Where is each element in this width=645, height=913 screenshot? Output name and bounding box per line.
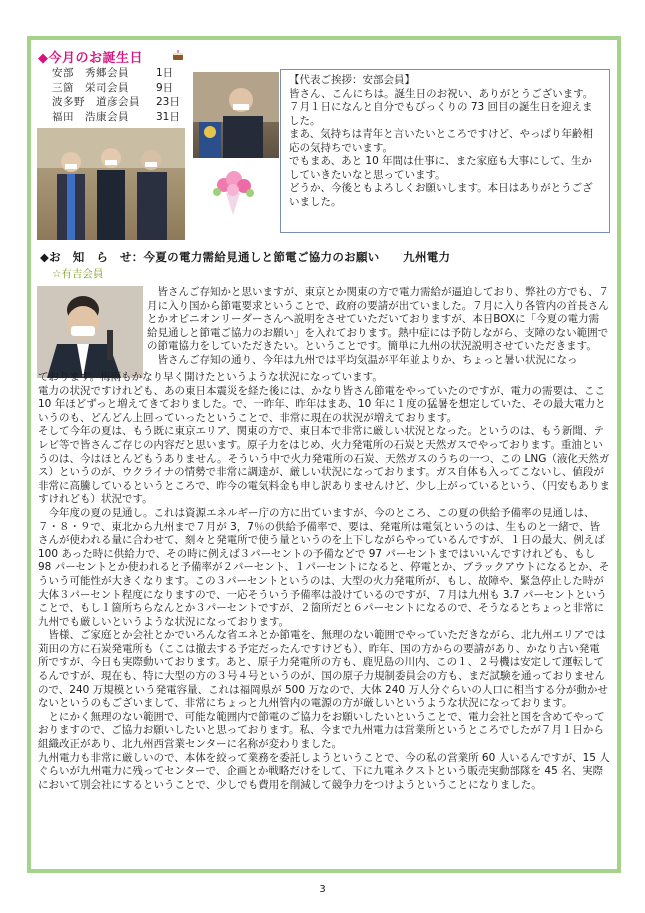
paragraph: 九州電力も非常に厳しいので、本体を絞って業務を委託しようということで、今の私の営業所 60 人いるんですが、15 人ぐらいが九州電力に残ってセンターで、企画とか戦略だけをして、下に九電ネクストという販売実動部隊を 45 名、実際において別会社にするということで、少しでも費用を削減して競争力をつけようということになりました。 <box>38 751 610 791</box>
speaker-photo-abe <box>193 72 279 158</box>
birthday-list <box>52 66 196 124</box>
birthday-date: 31日 <box>156 110 180 123</box>
greeting-box <box>280 69 610 233</box>
member-name: 三箇 栄司会員 <box>52 81 129 94</box>
bouquet-icon <box>202 165 264 217</box>
birthday-row <box>52 110 196 125</box>
paragraph: 皆様、ご家庭とか会社とかでいろんな省エネとか節電を、無理のない範囲でやっていただきながら、北九州エリアでは苅田の方に石炭発電所も（ここは撤去する予定だったんですけども）、昨年、国の方からの要請があり、かなり古い発電所ですが、今日も実際動いております。あと、原子力発電所の方も、鹿児島の川内、この１、２号機は安定して運転してるんですが、現在も、特に大型の方の３号４号というのが、国の原子力規制委員会の方も、まだ試験を通っておりませんので、240 万規模という発電容量、これは福岡県が 500 万なので、大体 240 万人分ぐらいの人口に相当する分が動かせないというのもございまして、非常にちょっと九州管内の電源の方が厳しいというような状況になっております。 <box>38 629 608 710</box>
birthday-date: 1日 <box>156 67 174 79</box>
greeting-line: でもまあ、あと 10 年間は仕事に、また家庭も大事にして、生かしていきたいなと思っています。 <box>289 155 592 181</box>
birthday-row <box>52 95 196 110</box>
member-name: 波多野 道彦会員 <box>52 96 140 108</box>
greeting-line: まあ、気持ちは青年と言いたいところですけど、やっぱり年齢相応の気持ちでいます。 <box>289 128 593 154</box>
birthday-date: 9日 <box>156 81 174 94</box>
birthday-row <box>52 66 196 81</box>
greeting-line: どうか、今後ともよろしくお願いします。本日はありがとうございました。 <box>289 182 593 208</box>
paragraph: 皆さんご存知かと思いますが、東京とか関東の方で電力需給が逼迫しており、弊社の方でも、７月に入り国から節電要求ということで、政府の要請が出ていました。７月に入り各管内の首長さんとかオピニオンリーダーさんへ説明をさせていただいておりますが、本日BOXに「今夏の電力需給見通しと節電ご協力のお願い」を入れております。熱中症には予防しながら、支障のない範囲での節電協力をしていただきたい。ということです。簡単に九州の状況説明させていただきます。 <box>147 286 609 353</box>
greeting-line: 【代表ご挨拶：安部会員】 <box>289 74 415 86</box>
paragraph: そして今年の夏は、もう既に東京エリア、関東の方で、東日本で非常に厳しい状況となった。というのは、もう新聞、テレビ等で皆さんご存じの内容だと思います。原子力をはじめ、火力発電所の石炭と天然ガスでやっております。重油というのは、今はほとんどもうありません。そういう中で火力発電所の石炭、天然ガスのうちの一つ、この LNG（液化天然ガス）というのが、ウクライナの情勢で非常に調達が、厳しい状況になっております。ガス自体も入ってこないし、値段が非常に高騰しているというところで、昨今の電気料金も申し訳ありませんけど、少し上がっているという、（円安もありますけれども）状況です。 <box>38 425 610 506</box>
page-number: 3 <box>319 884 326 895</box>
birthday-date: 23日 <box>156 96 180 108</box>
birthday-group-photo <box>37 128 185 240</box>
paragraph: 今年度の夏の見通し。これは資源エネルギー庁の方に出ていますが、今のところ、この夏の供給予備率の見通しは、７・８・９で、東北から九州まで７月が 3，7％の供給予備率で、要は、発電所は電気というのは、生ものと一緒で、皆さんが使われる量に合わせて、刻々と発電所で使う量というのを上下しながらやっているんですが、１日の最大、例えば 100 あった時に供給力で、その時に例えば３パーセントの予備などで 97 パーセントまではいいんですけれども、もし 98 パーセントとか使われると予備率が２パーセント、１パーセントになると、停電とか、ブラックアウトになるとか、そういう可能性が大きくなります。この３パーセントというのは、大型の火力発電所が、もし、故障や、緊急停止した時が大体３パーセント程度になりますので、一応そういう予備率は設けているのですが、７月は九州も 3.7 パーセントということで、もし１箇所ちらなんとか３パーセントですが、２箇所だと６パーセントになるので、そうなるとちょっと非常に九州でも厳しいというような状況になっております。 <box>38 506 610 628</box>
birthday-title: ◆今月のお誕生日 <box>38 51 143 66</box>
notice-body <box>38 371 610 792</box>
notice-heading: ◆お 知 ら せ：今夏の電力需給見通しと節電ご協力のお願い 九州電力 <box>40 250 451 264</box>
paragraph: 皆さんご存知の通り、今年は九州では平均気温が平年並よりか、ちょっと暑い状況になっ <box>147 353 578 366</box>
greeting-line: 皆さん、こんにちは。誕生日のお祝い、ありがとうございます。７月１日になんと自分でもびっくりの 73 回目の誕生日を迎えました。 <box>289 87 594 127</box>
notice-intro <box>147 286 609 368</box>
cake-icon <box>172 50 184 60</box>
member-name: 安部 秀郷会員 <box>52 67 129 79</box>
paragraph: 電力の状況ですけれども、あの東日本震災を経た後には、かなり皆さん節電をやっていたのですが、電力の需要は、ここ 10 年ほどずっと増えてきておりました。で、一昨年、昨年はまあ、10 年に１度の猛暑を想定していた、その最大電力というのも、どんどん上回っていったということで、非常に現在の状況が増えております。 <box>38 384 606 424</box>
speaker-photo-ariyoshi <box>37 286 143 378</box>
member-name: 福田 浩康会員 <box>52 110 129 123</box>
notice-speaker: ☆有吉会員 <box>52 268 104 280</box>
birthday-row <box>52 81 196 96</box>
paragraph: ております。梅雨もかなり早く開けたというような状況になっています。 <box>38 371 383 383</box>
paragraph: とにかく無理のない範囲で、可能な範囲内で節電のご協力をお願いしたいということで、電力会社と国を含めてやっておりますので、ご協力お願いしたいと思っております。私、今まで九州電力は営業所というところでしたが７月１日から組織改正があり、北九州西営業センターに名称が変わりました。 <box>38 710 605 751</box>
